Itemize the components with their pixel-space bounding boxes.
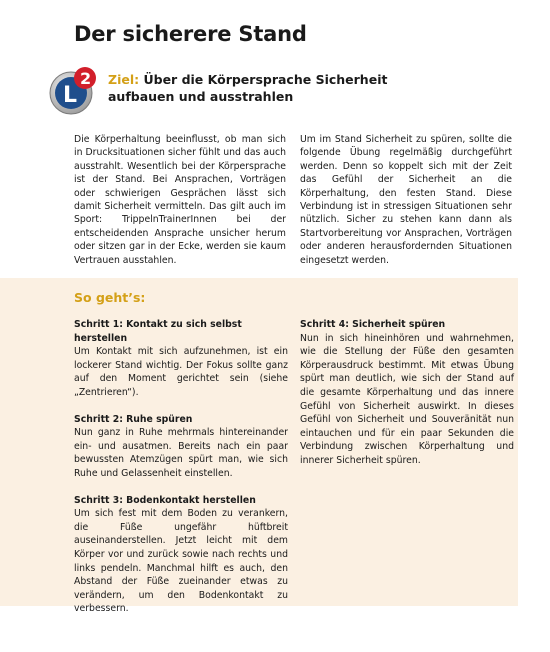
step-text: Um Kontakt mit sich aufzunehmen, ist ein lockerer Stand wichtig. Der Fokus sollte ganz auf den Moment gerichtet sein (siehe „Zentrieren“). [74,346,288,398]
intro-left-column: Die Körperhaltung beeinflusst, ob man sich in Drucksituationen sicher fühlt und das auch ausstrahlt. Wesentlich bei der Körpersprache ist der Stand. Bei Ansprachen, Vorträgen oder schwierigen Gesprächen lässt sich damit Sicherheit vermitteln. Das gilt auch im Sport: TrippelnTrainerInnen bei der entscheidenden Ansprache unsicher herum oder sitzen gar in der Ecke, werden sie kaum Vertrauen ausstahlen. [74,134,286,266]
step-3 [74,494,288,616]
steps-right-column [300,318,514,481]
badge-letter: L [63,83,78,108]
l2-level-badge-icon [47,66,97,116]
howto-title: So geht’s: [74,290,146,305]
step-text: Nun ganz in Ruhe mehrmals hintereinander ein- und ausatmen. Bereits nach ein paar bewussten Atemzügen spürt man, wie sich Ruhe und Gelassenheit einstellen. [74,427,288,479]
goal-text: Über die Körpersprache Sicherheit aufbauen und ausstrahlen [108,72,388,104]
step-4 [300,318,514,468]
goal-label: Ziel: [108,72,140,87]
step-text: Nun in sich hineinhören und wahrnehmen, wie die Stellung der Füße den gesamten Körperausdruck bestimmt. Mit etwas Übung spürt man deutlich, wie sich der Stand auf die gesamte Körperhaltung und das innere Gefühl von Sicherheit auswirkt. In dieses Gefühl von Sicherheit und Souveränität nun eintauchen und für ein paar Sekunden die Verbindung zwischen Körperhaltung und innerer Sicherheit spüren. [300,332,514,466]
goal-statement [108,71,408,105]
step-title: Schritt 1: Kontakt zu sich selbst herstellen [74,319,242,344]
step-title: Schritt 4: Sicherheit spüren [300,319,446,330]
step-title: Schritt 2: Ruhe spüren [74,413,193,425]
step-2 [74,413,288,481]
badge-number: 2 [80,69,92,88]
step-text: Um sich fest mit dem Boden zu verankern, die Füße ungefähr hüftbreit auseinanderstellen. Jetzt leicht mit dem Körper vor und zurück sowie nach rechts und links pendeln. Manchmal hilft es auch, den Abstand der Füße zueinander etwas zu verändern, um den Bodenkontakt zu verbessern. [74,508,288,615]
intro-right-column: Um im Stand Sicherheit zu spüren, sollte die folgende Übung regelmäßig durchgeführt werden. Denn so koppelt sich mit der Zeit das Gefühl der Sicherheit an die Körperhaltung, den festen Stand. Diese Verbindung ist in stressigen Situationen sehr nützlich. Sicher zu stehen kann dann als Startvorbereitung vor Ansprachen, Vorträgen oder anderen herausfordernden Situationen eingesetzt werden. [300,134,512,266]
steps-left-column [74,318,288,629]
page-title: Der sicherere Stand [74,22,307,46]
step-1 [74,318,288,400]
step-title: Schritt 3: Bodenkontakt herstellen [74,494,256,506]
